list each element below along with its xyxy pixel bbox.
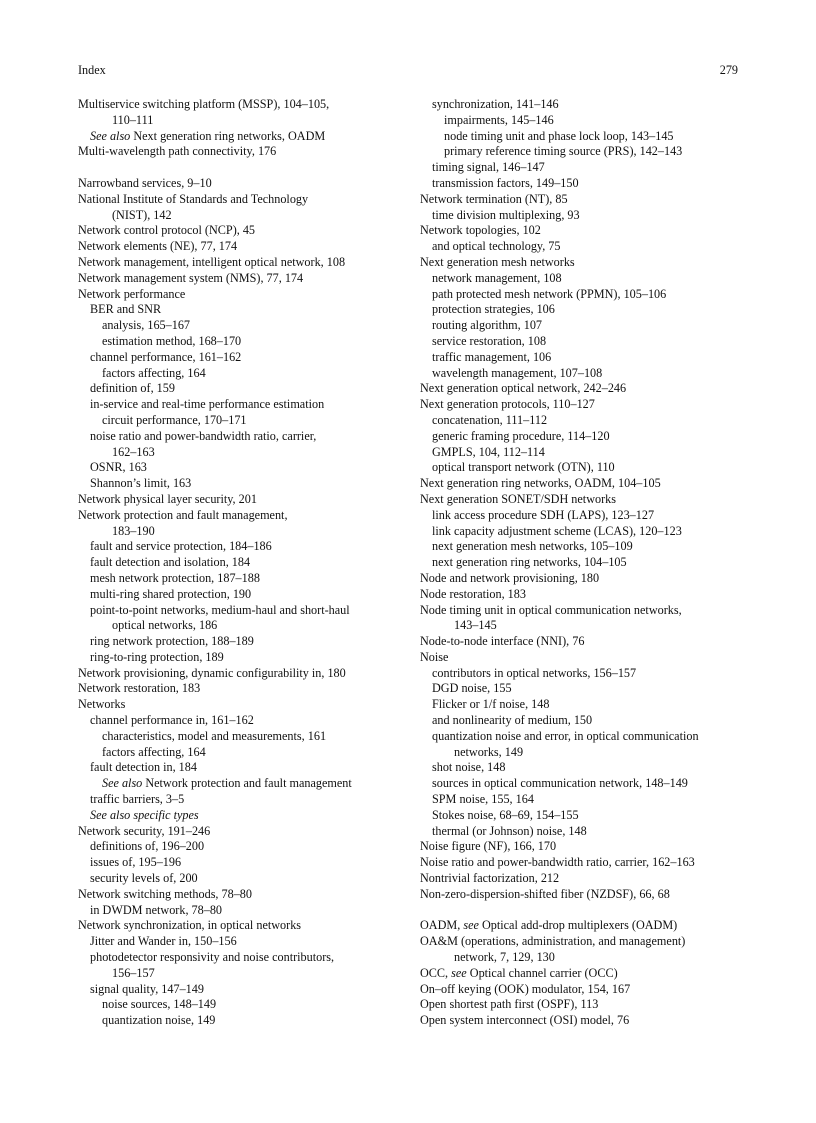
entry-text: Network management, intelligent optical network, 108 (78, 254, 346, 269)
index-entry (420, 555, 750, 571)
index-entry (420, 302, 750, 318)
entry-text: Node and network provisioning, 180 (420, 570, 600, 585)
entry-text: wavelength management, 107–108 (432, 365, 603, 380)
entry-text: estimation method, 168–170 (102, 333, 242, 348)
entry-text: circuit performance, 170–171 (102, 412, 247, 427)
entry-text: Node-to-node interface (NNI), 76 (420, 634, 585, 649)
entry-text: optical networks, 186 (112, 618, 218, 633)
see-also-reference: See also (102, 776, 143, 791)
index-entry (78, 982, 401, 998)
entry-text: shot noise, 148 (432, 760, 506, 775)
index-entry (420, 618, 750, 634)
index-entry (78, 713, 401, 729)
entry-text: impairments, 145–146 (444, 112, 554, 127)
entry-text: Jitter and Wander in, 150–156 (90, 934, 237, 949)
index-entry (78, 113, 401, 129)
entry-text: 156–157 (112, 965, 155, 980)
index-entry (420, 255, 750, 271)
see-also-reference: See also specific types (90, 807, 199, 822)
index-entry (78, 97, 401, 113)
entry-text: traffic management, 106 (432, 349, 552, 364)
entry-text: Network elements (NE), 77, 174 (78, 239, 238, 254)
index-entry (420, 887, 750, 903)
index-entry (420, 381, 750, 397)
entry-text: Network physical layer security, 201 (78, 491, 257, 506)
index-entry (78, 824, 401, 840)
index-entry (78, 492, 401, 508)
index-entry (420, 634, 750, 650)
page-number: 279 (719, 63, 738, 77)
entry-text: Nontrivial factorization, 212 (420, 871, 560, 886)
entry-text: characteristics, model and measurements, 161 (102, 728, 327, 743)
entry-text: Next generation SONET/SDH networks (420, 491, 616, 506)
index-entry (420, 666, 750, 682)
index-entry (420, 460, 750, 476)
index-entry (78, 429, 401, 445)
index-entry (78, 792, 401, 808)
entry-text: 183–190 (112, 523, 155, 538)
entry-text: Network security, 191–246 (78, 823, 211, 838)
entry-text: photodetector responsivity and noise contributors, (90, 950, 335, 965)
entry-text: thermal (or Johnson) noise, 148 (432, 823, 587, 838)
index-entry (78, 839, 401, 855)
entry-text: network, 7, 129, 130 (454, 950, 555, 965)
index-entry (420, 839, 750, 855)
entry-text: factors affecting, 164 (102, 365, 206, 380)
index-entry (420, 160, 750, 176)
index-entry (78, 934, 401, 950)
entry-text: link capacity adjustment scheme (LCAS), 120–123 (432, 523, 682, 538)
index-entry (420, 271, 750, 287)
see-also-reference: See also (90, 128, 131, 143)
entry-text: OSNR, 163 (90, 460, 147, 475)
index-column-left (78, 97, 401, 1029)
index-entry (420, 950, 750, 966)
index-entry (78, 508, 401, 524)
index-entry (78, 871, 401, 887)
entry-text: Narrowband services, 9–10 (78, 175, 212, 190)
entry-prefix: OCC, (420, 965, 452, 980)
index-entry (420, 334, 750, 350)
entry-text: fault detection in, 184 (90, 760, 197, 775)
index-entry (78, 745, 401, 761)
index-entry (420, 650, 750, 666)
entry-text: fault and service protection, 184–186 (90, 539, 272, 554)
entry-text: next generation ring networks, 104–105 (432, 555, 627, 570)
entry-text: DGD noise, 155 (432, 681, 512, 696)
entry-text: GMPLS, 104, 112–114 (432, 444, 545, 459)
entry-text: OA&M (operations, administration, and management) (420, 934, 686, 949)
index-group-gap (78, 160, 401, 176)
entry-text: SPM noise, 155, 164 (432, 792, 534, 807)
index-entry (78, 271, 401, 287)
entry-text: routing algorithm, 107 (432, 318, 543, 333)
index-entry (78, 176, 401, 192)
index-entry (420, 808, 750, 824)
entry-text: Network switching methods, 78–80 (78, 886, 252, 901)
index-entry (420, 524, 750, 540)
index-entry (78, 808, 401, 824)
entry-text: Shannon’s limit, 163 (90, 476, 192, 491)
index-entry (78, 255, 401, 271)
entry-text: Multi-wavelength path connectivity, 176 (78, 144, 277, 159)
entry-text: Network synchronization, in optical networks (78, 918, 302, 933)
entry-prefix: OADM, (420, 918, 464, 933)
index-entry (78, 603, 401, 619)
index-entry (420, 476, 750, 492)
entry-text: Noise ratio and power-bandwidth ratio, carrier, 162–163 (420, 855, 695, 870)
index-entry (420, 760, 750, 776)
index-entry (78, 571, 401, 587)
index-entry (78, 997, 401, 1013)
entry-text: primary reference timing source (PRS), 142–143 (444, 144, 683, 159)
entry-text: security levels of, 200 (90, 871, 198, 886)
entry-text: transmission factors, 149–150 (432, 175, 579, 190)
entry-text: Next generation optical network, 242–246 (420, 381, 627, 396)
entry-text: Next generation mesh networks (420, 254, 575, 269)
index-entry (420, 208, 750, 224)
entry-text: link access procedure SDH (LAPS), 123–127 (432, 507, 655, 522)
index-entry (420, 113, 750, 129)
index-entry (78, 460, 401, 476)
page-header (78, 63, 738, 81)
entry-text: Node timing unit in optical communication networks, (420, 602, 682, 617)
entry-text: analysis, 165–167 (102, 318, 191, 333)
index-entry (420, 792, 750, 808)
index-entry (78, 950, 401, 966)
index-entry (78, 587, 401, 603)
index-entry (420, 713, 750, 729)
entry-text: BER and SNR (90, 302, 162, 317)
index-entry (78, 555, 401, 571)
index-entry (420, 966, 750, 982)
index-entry (420, 429, 750, 445)
index-entry (78, 334, 401, 350)
index-entry (78, 287, 401, 303)
entry-text: Non-zero-dispersion-shifted fiber (NZDSF), 66, 68 (420, 886, 670, 901)
index-entry (78, 776, 401, 792)
index-entry (420, 492, 750, 508)
entry-text: Network control protocol (NCP), 45 (78, 223, 256, 238)
entry-text: Next generation protocols, 110–127 (420, 397, 595, 412)
index-entry (420, 413, 750, 429)
index-entry (78, 855, 401, 871)
entry-text: ring-to-ring protection, 189 (90, 649, 224, 664)
index-entry (420, 603, 750, 619)
index-entry (78, 1013, 401, 1029)
entry-text: concatenation, 111–112 (432, 412, 548, 427)
index-entry (78, 760, 401, 776)
entry-text: and optical technology, 75 (432, 239, 561, 254)
index-entry (420, 397, 750, 413)
index-entry (78, 302, 401, 318)
index-entry (420, 918, 750, 934)
index-entry (420, 223, 750, 239)
index-entry (420, 982, 750, 998)
entry-text: Next generation ring networks, OADM (130, 128, 326, 143)
entry-text: Network protection and fault management, (78, 507, 288, 522)
index-entry (78, 666, 401, 682)
index-entry (78, 208, 401, 224)
entry-text: Open system interconnect (OSI) model, 76 (420, 1013, 630, 1028)
entry-text: Networks (78, 697, 126, 712)
index-entry (420, 729, 750, 745)
index-entry (78, 239, 401, 255)
index-entry (420, 176, 750, 192)
index-entry (420, 776, 750, 792)
entry-text: Network protection and fault management (142, 776, 352, 791)
index-entry (420, 192, 750, 208)
entry-text: Flicker or 1/f noise, 148 (432, 697, 550, 712)
index-entry (78, 539, 401, 555)
index-entry (420, 745, 750, 761)
index-entry (420, 681, 750, 697)
entry-text: fault detection and isolation, 184 (90, 555, 251, 570)
running-head: Index (78, 63, 106, 77)
entry-text: 110–111 (112, 112, 154, 127)
entry-text: Multiservice switching platform (MSSP), 104–105, (78, 97, 330, 111)
entry-text: Network topologies, 102 (420, 223, 541, 238)
entry-text: channel performance, 161–162 (90, 349, 242, 364)
index-entry (78, 476, 401, 492)
entry-text: issues of, 195–196 (90, 855, 182, 870)
index-entry (78, 381, 401, 397)
index-entry (420, 129, 750, 145)
entry-text: mesh network protection, 187–188 (90, 570, 260, 585)
index-entry (420, 871, 750, 887)
index-entry (78, 413, 401, 429)
index-entry (78, 634, 401, 650)
index-entry (78, 397, 401, 413)
entry-text: multi-ring shared protection, 190 (90, 586, 252, 601)
entry-text: timing signal, 146–147 (432, 160, 545, 175)
entry-text: definitions of, 196–200 (90, 839, 205, 854)
entry-text: signal quality, 147–149 (90, 981, 204, 996)
entry-text: next generation mesh networks, 105–109 (432, 539, 633, 554)
index-entry (78, 366, 401, 382)
index-entry (420, 855, 750, 871)
index-entry (78, 697, 401, 713)
index-entry (78, 223, 401, 239)
entry-text: Network termination (NT), 85 (420, 191, 568, 206)
index-entry (78, 903, 401, 919)
entry-text: quantization noise and error, in optical communication (432, 728, 699, 743)
index-entry (420, 144, 750, 160)
index-entry (78, 650, 401, 666)
entry-text: sources in optical communication network, 148–149 (432, 776, 688, 791)
index-entry (420, 445, 750, 461)
index-entry (420, 539, 750, 555)
entry-text: (NIST), 142 (112, 207, 172, 222)
entry-text: National Institute of Standards and Technology (78, 191, 309, 206)
index-entry (78, 729, 401, 745)
entry-text: Network restoration, 183 (78, 681, 201, 696)
index-entry (420, 239, 750, 255)
entry-text: in-service and real-time performance estimation (90, 397, 325, 412)
entry-text: factors affecting, 164 (102, 744, 206, 759)
index-entry (78, 144, 401, 160)
entry-text: synchronization, 141–146 (432, 97, 559, 111)
index-column-right (420, 97, 750, 1029)
entry-text: networks, 149 (454, 744, 524, 759)
entry-text: path protected mesh network (PPMN), 105–106 (432, 286, 667, 301)
index-entry (78, 350, 401, 366)
entry-text: Next generation ring networks, OADM, 104–105 (420, 476, 661, 491)
index-entry (420, 824, 750, 840)
entry-text: Node restoration, 183 (420, 586, 526, 601)
index-entry (78, 918, 401, 934)
index-group-gap (420, 903, 750, 919)
entry-text: time division multiplexing, 93 (432, 207, 580, 222)
index-entry (420, 318, 750, 334)
entry-text: 162–163 (112, 444, 155, 459)
index-entry (78, 618, 401, 634)
entry-text: quantization noise, 149 (102, 1013, 216, 1028)
index-entry (420, 997, 750, 1013)
entry-text: definition of, 159 (90, 381, 175, 396)
entry-text: On–off keying (OOK) modulator, 154, 167 (420, 981, 631, 996)
entry-text: Network performance (78, 286, 186, 301)
entry-text: noise ratio and power-bandwidth ratio, carrier, (90, 428, 317, 443)
index-entry (78, 129, 401, 145)
index-entry (420, 571, 750, 587)
entry-text: channel performance in, 161–162 (90, 713, 254, 728)
index-entry (420, 934, 750, 950)
index-entry (78, 966, 401, 982)
index-entry (78, 681, 401, 697)
index-entry (420, 287, 750, 303)
entry-text: Noise figure (NF), 166, 170 (420, 839, 557, 854)
entry-text: 143–145 (454, 618, 497, 633)
entry-text: node timing unit and phase lock loop, 143–145 (444, 128, 674, 143)
index-entry (420, 508, 750, 524)
entry-text: Open shortest path first (OSPF), 113 (420, 997, 599, 1012)
entry-text: ring network protection, 188–189 (90, 634, 254, 649)
index-entry (78, 445, 401, 461)
index-entry (420, 366, 750, 382)
entry-text: Stokes noise, 68–69, 154–155 (432, 807, 579, 822)
index-entry (78, 524, 401, 540)
index-entry (420, 587, 750, 603)
entry-text: Optical channel carrier (OCC) (466, 965, 618, 980)
entry-text: Network provisioning, dynamic configurability in, 180 (78, 665, 346, 680)
entry-text: traffic barriers, 3–5 (90, 792, 185, 807)
index-entry (420, 1013, 750, 1029)
entry-text: optical transport network (OTN), 110 (432, 460, 615, 475)
index-entry (420, 350, 750, 366)
see-also-reference: see (451, 965, 467, 980)
see-also-reference: see (463, 918, 479, 933)
entry-text: in DWDM network, 78–80 (90, 902, 223, 917)
index-entry (78, 192, 401, 208)
entry-text: generic framing procedure, 114–120 (432, 428, 610, 443)
index-entry (420, 697, 750, 713)
entry-text: point-to-point networks, medium-haul and short-haul (90, 602, 350, 617)
entry-text: service restoration, 108 (432, 333, 547, 348)
entry-text: network management, 108 (432, 270, 562, 285)
entry-text: Optical add-drop multiplexers (OADM) (478, 918, 678, 933)
entry-text: contributors in optical networks, 156–157 (432, 665, 637, 680)
entry-text: and nonlinearity of medium, 150 (432, 713, 593, 728)
entry-text: Noise (420, 649, 449, 664)
index-entry (78, 318, 401, 334)
entry-text: noise sources, 148–149 (102, 997, 217, 1012)
index-entry (420, 97, 750, 113)
entry-text: protection strategies, 106 (432, 302, 555, 317)
index-entry (78, 887, 401, 903)
entry-text: Network management system (NMS), 77, 174 (78, 270, 304, 285)
